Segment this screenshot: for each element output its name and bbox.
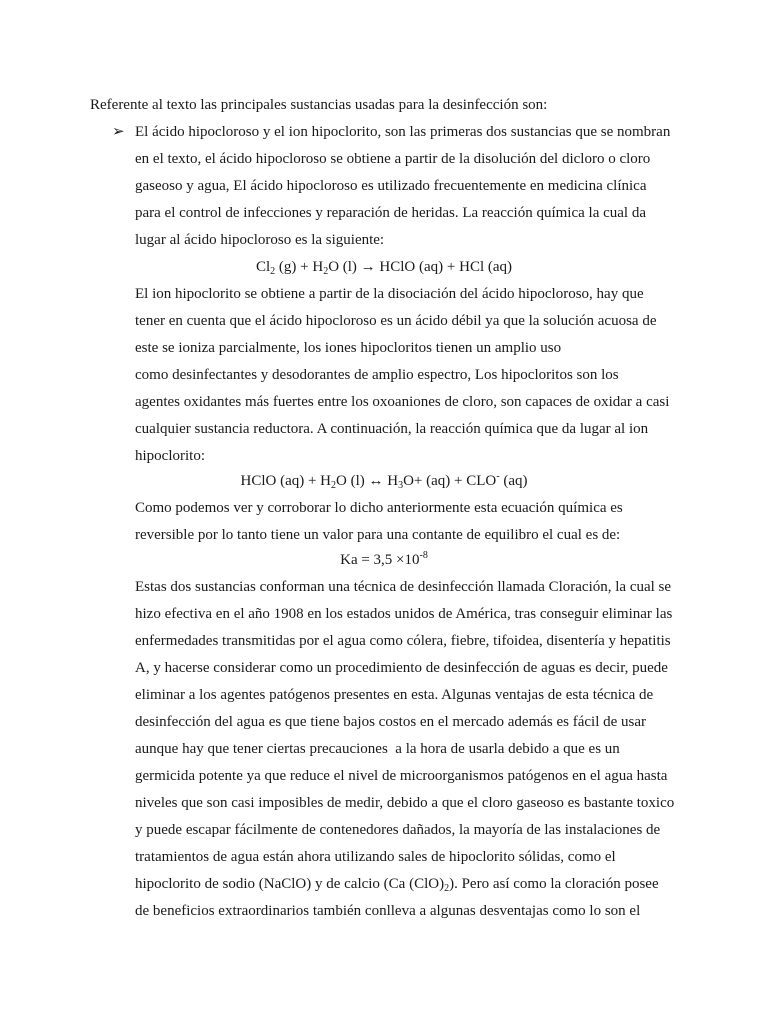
text-line: hizo efectiva en el año 1908 en los estados unidos de América, tras conseguir eliminar las <box>135 606 673 622</box>
text-line: hipoclorito de sodio (NaClO) y de calcio (Ca $(ClO)_2$). Pero así como la cloración posee <box>135 876 659 894</box>
text-line: en el texto, el ácido hipocloroso se obtiene a partir de la disolución del dicloro o cloro <box>135 151 651 167</box>
text-line: niveles que son casi imposibles de medir, debido a que el cloro gaseoso es bastante toxico <box>135 795 675 811</box>
equation-equilibrium-constant: $Ka = 3,5 \times 10^{-8}$ <box>340 550 428 568</box>
text-line: gaseoso y agua, El ácido hipocloroso es utilizado frecuentemente en medicina clínica <box>135 178 647 194</box>
text-line: cualquier sustancia reductora. A continuación, la reacción química que da lugar al ion <box>135 421 649 437</box>
text-line: germicida potente ya que reduce el nivel de microorganismos patógenos en el agua hasta <box>135 768 668 784</box>
text-line: aunque hay que tener ciertas precauciones a la hora de usarla debido a que es un <box>135 741 620 757</box>
text-line: eliminar a los agentes patógenos presentes en esta. Algunas ventajas de esta técnica de <box>135 687 654 703</box>
arrow-bullet-icon: ➢ <box>112 124 125 140</box>
text-line: para el control de infecciones y reparación de heridas. La reacción química la cual da <box>135 205 646 221</box>
equation-hypochlorite-dissociation: HClO $(aq) + H_2O$ (l) ↔ $H_3O+ (aq) + CLO^-$ (aq) <box>240 471 528 491</box>
equation-hypochlorous-acid: $Cl_2$ $(g) + H_2O$ (l) → HClO (aq) + HCl (aq) <box>255 259 513 277</box>
text-line: tener en cuenta que el ácido hipocloroso es un ácido débil ya que la solución acuosa de <box>135 313 657 329</box>
text-line: reversible por lo tanto tiene un valor para una contante de equilibro el cual es de: <box>135 527 621 543</box>
text-line: agentes oxidantes más fuertes entre los oxoaniones de cloro, son capaces de oxidar a casi <box>135 394 670 410</box>
text-line: El ácido hipocloroso y el ion hipoclorito, son las primeras dos sustancias que se nombran <box>135 124 671 140</box>
text-line: este se ioniza parcialmente, los iones hipocloritos tienen un amplio uso <box>135 340 562 356</box>
intro-line: Referente al texto las principales sustancias usadas para la desinfección son: <box>90 97 548 113</box>
text-line: tratamientos de agua están ahora utilizando sales de hipoclorito sólidas, como el <box>135 849 616 865</box>
text-line: enfermedades transmitidas por el agua como cólera, fiebre, tifoidea, disentería y hepatitis <box>135 633 671 649</box>
text-line: de beneficios extraordinarios también conlleva a algunas desventajas como lo son el <box>135 903 641 919</box>
text-line: lugar al ácido hipocloroso es la siguiente: <box>135 232 385 248</box>
text-line: y puede escapar fácilmente de contenedores dañados, la mayoría de las instalaciones de <box>135 822 661 838</box>
text-line: Como podemos ver y corroborar lo dicho anteriormente esta ecuación química es <box>135 500 623 516</box>
text-line: El ion hipoclorito se obtiene a partir de la disociación del ácido hipocloroso, hay que <box>135 286 644 302</box>
text-line: como desinfectantes y desodorantes de amplio espectro, Los hipocloritos son los <box>135 367 619 383</box>
text-line: Estas dos sustancias conforman una técnica de desinfección llamada Cloración, la cual se <box>135 579 672 595</box>
text-line: hipoclorito: <box>135 448 205 464</box>
text-line: desinfección del agua es que tiene bajos costos en el mercado además es fácil de usar <box>135 714 647 730</box>
text-line: A, y hacerse considerar como un procedimiento de desinfección de aguas es decir, puede <box>135 660 668 676</box>
